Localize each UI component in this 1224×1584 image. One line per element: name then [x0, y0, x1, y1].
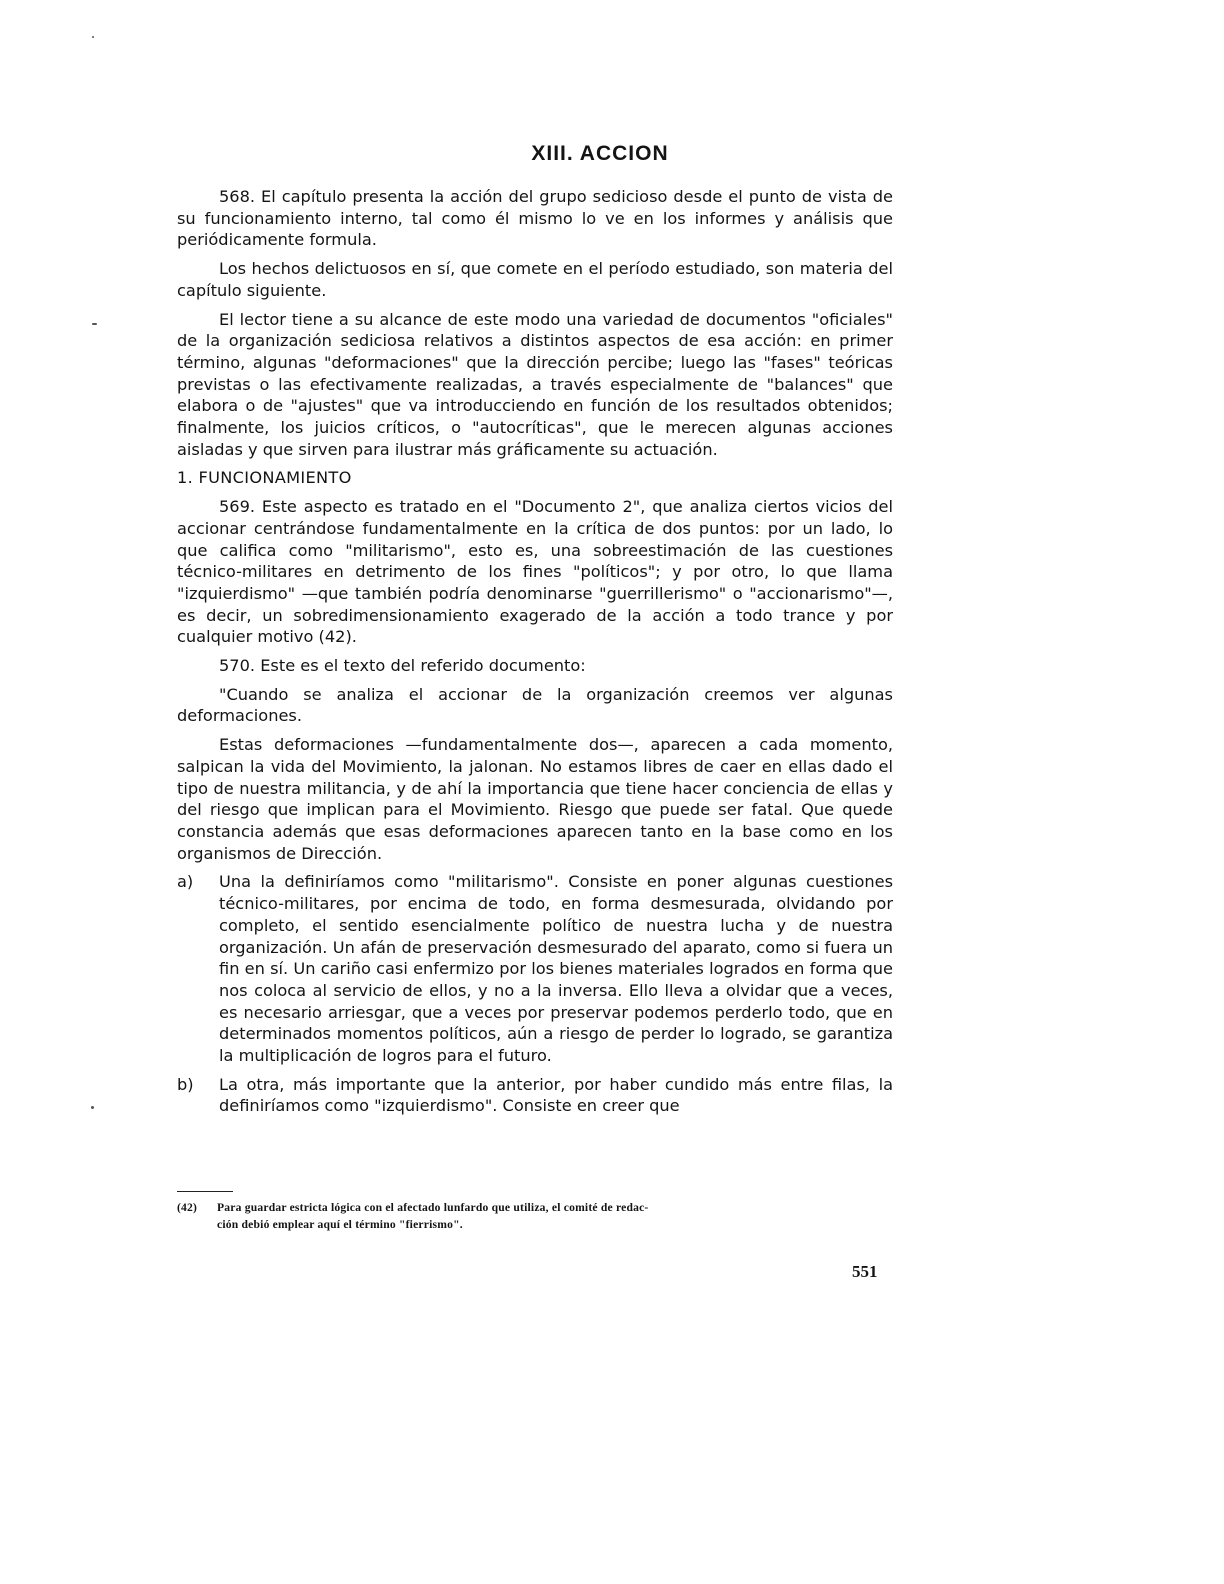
footnote-mark: (42) — [177, 1201, 198, 1214]
list-item-b-text: La otra, más importante que la anterior, por haber cundido más entre filas, la definiríamos como "izquierdismo". Consiste en creer que — [219, 1074, 893, 1116]
main-text — [177, 186, 893, 1124]
footnote — [177, 1199, 893, 1233]
paragraph-570: 570. Este es el texto del referido documento: — [219, 656, 586, 676]
scan-speck — [91, 1106, 94, 1109]
paragraph-569 — [177, 496, 893, 648]
paragraph-568-documents: El lector tiene a su alcance de este modo una variedad de documentos "oficiales" de la organización sediciosa relativos a distintos aspectos de esa acción: en primer término, algunas "deformaciones" que la dirección percibe; luego las "fases" teóricas previstas o las efectivamente realizadas, a través especialmente de "balances" que elabora o de "ajustes" que va introducciendo en función de los resultados obtenidos; finalmente, los juicios críticos, o "autocríticas", que le merecen algunas acciones aisladas y que sirven para ilustrar más gráficamente su actuación. — [177, 309, 893, 459]
quote-paragraph-2: Estas deformaciones —fundamentalmente dos—, aparecen a cada momento, salpican la vida del Movimiento, la jalonan. No estamos libres de caer en ellas dado el tipo de nuestra militancia, y de ahí la importancia que tiene hacer conciencia de ellas y del riesgo que implican para el Movimiento. Riesgo que puede ser fatal. Que quede constancia además que esas deformaciones aparecen tanto en la base como en los organismos de Dirección. — [177, 735, 893, 863]
footnote-text-1: Para guardar estricta lógica con el afectado lunfardo que utiliza, el comité de redac- — [217, 1201, 649, 1214]
section-heading: 1. FUNCIONAMIENTO — [177, 468, 352, 488]
paragraph-568-continued: Los hechos delictuosos en sí, que comete en el período estudiado, son materia del capítulo siguiente. — [177, 259, 893, 300]
footnote-divider — [177, 1191, 233, 1192]
list-item-a-text: Una la definiríamos como "militarismo". Consiste en poner algunas cuestiones técnico-militares, por encima de todo, en forma desmesurada, olvidando por completo, el sentido esencialmente político de nuestra lucha y de nuestra organización. Un afán de preservación desmesurado del aparato, como si fuera un fin en sí. Un cariño casi enfermizo por los bienes materiales logrados en forma que nos coloca al servicio de ellos, y no a la inversa. Ello lleva a olvidar que a veces, es necesario arriesgar, que a veces por preservar podemos perderlo todo, que en determinados momentos políticos, aún a riesgo de perder lo logrado, se garantiza la multiplicación de logros para el futuro. — [219, 872, 893, 1066]
footnote-text-2: ción debió emplear aquí el término "fierrismo". — [217, 1218, 463, 1231]
page-number: 551 — [852, 1262, 878, 1281]
quote-paragraph-1: "Cuando se analiza el accionar de la organización creemos ver algunas deformaciones. — [177, 684, 893, 726]
list-item-b — [177, 1074, 893, 1117]
footnote-reference: (42). — [318, 627, 357, 647]
paragraph-569-text: 569. Este aspecto es tratado en el "Documento 2", que analiza ciertos vicios del accionar centrándose fundamentalmente en la crítica de dos puntos: por un lado, lo que califica como "militarismo", esto es, una sobreestimación de las cuestiones técnico-militares en detrimento de los fines "políticos"; y por otro, lo que llama "izquierdismo" —que también podría denominarse "guerrillerismo" o "accionarismo"—, es decir, un sobredimensionamiento exagerado de la acción a todo trance y por cualquier motivo — [177, 497, 893, 647]
list-marker-b: b) — [177, 1074, 194, 1094]
footnote-line-1 — [177, 1199, 893, 1216]
list-item-a — [177, 871, 893, 1066]
scan-speck — [92, 323, 97, 325]
chapter-title: XIII. ACCION — [531, 142, 669, 165]
scan-speck — [92, 36, 94, 38]
paragraph-568: 568. El capítulo presenta la acción del grupo sedicioso desde el punto de vista de su funcionamiento interno, tal como él mismo lo ve en los informes y análisis que periódicamente formula. — [177, 187, 893, 250]
list-marker-a: a) — [177, 872, 194, 892]
